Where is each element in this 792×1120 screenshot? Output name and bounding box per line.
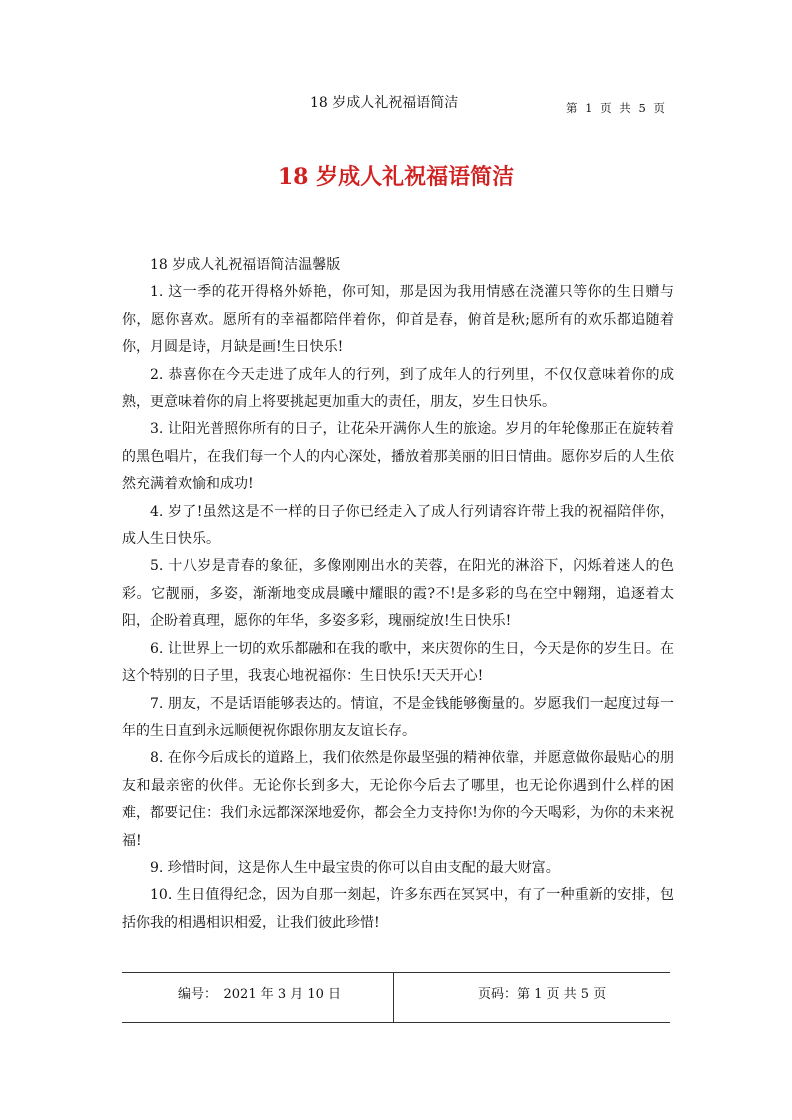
footer-divider <box>393 973 394 1023</box>
document-title: 18 岁成人礼祝福语简洁 <box>277 164 515 190</box>
paragraph-9: 9. 珍惜时间，这是你人生中最宝贵的你可以自由支配的最大财富。 <box>150 859 560 876</box>
footer-bottom-rule <box>122 1022 670 1023</box>
paragraph-8: 8. 在你今后成长的道路上，我们依然是你最坚强的精神依靠，并愿意做你最贴心的朋友和最亲密的伙伴。无论你长到多大，无论你今后去了哪里，也无论你遇到什么样的困难，都要记住：我们永远都深深地爱你，都会全力支持你!为你的今天喝彩，为你的未来祝福! <box>122 750 674 849</box>
paragraph-5: 5. 十八岁是青春的象征，多像刚刚出水的芙蓉，在阳光的淋浴下，闪烁着迷人的色彩。它靓丽，多姿，渐渐地变成晨曦中耀眼的霞?不!是多彩的鸟在空中翱翔，追逐着太阳，企盼着真理，愿你的年华，多姿多彩，瑰丽绽放!生日快乐! <box>122 558 674 630</box>
document-body <box>122 252 674 937</box>
paragraph-4: 4. 岁了!虽然这是不一样的日子你已经走入了成人行列请容许带上我的祝福陪伴你，成人生日快乐。 <box>122 503 674 548</box>
footer-top-rule <box>122 972 670 973</box>
paragraph-10: 10. 生日值得纪念，因为自那一刻起，许多东西在冥冥中，有了一种重新的安排，包括你我的相遇相识相爱，让我们彼此珍惜! <box>122 887 674 931</box>
page-header <box>0 92 792 120</box>
paragraph-1: 1. 这一季的花开得格外娇艳，你可知，那是因为我用情感在浇灌只等你的生日赠与你，愿你喜欢。愿所有的幸福都陪伴着你，仰首是春，俯首是秋;愿所有的欢乐都追随着你，月圆是诗，月缺是画!生日快乐! <box>122 284 674 356</box>
header-page-info: 第 1 页 共 5 页 <box>566 101 667 115</box>
footer-page-number: 页码：第 1 页 共 5 页 <box>478 987 607 1002</box>
header-title: 18 岁成人礼祝福语简洁 <box>310 95 459 111</box>
paragraph-7: 7. 朋友，不是话语能够表达的。情谊，不是金钱能够衡量的。岁愿我们一起度过每一年的生日直到永远顺便祝你跟你朋友友谊长存。 <box>122 695 674 739</box>
paragraph-3: 3. 让阳光普照你所有的日子，让花朵开满你人生的旅途。岁月的年轮像那正在旋转着的黑色唱片，在我们每一个人的内心深处，播放着那美丽的旧日情曲。愿你岁后的人生依然充满着欢愉和成功! <box>122 421 674 493</box>
document-subtitle: 18 岁成人礼祝福语简洁温馨版 <box>150 257 341 273</box>
paragraph-6: 6. 让世界上一切的欢乐都融和在我的歌中，来庆贺你的生日，今天是你的岁生日。在这个特别的日子里，我衷心地祝福你：生日快乐!天天开心! <box>122 640 674 685</box>
paragraph-2: 2. 恭喜你在今天走进了成年人的行列，到了成年人的行列里，不仅仅意味着你的成熟，更意味着你的肩上将要挑起更加重大的责任，朋友，岁生日快乐。 <box>122 366 674 411</box>
footer-serial-date: 编号： 2021 年 3 月 10 日 <box>178 987 342 1002</box>
